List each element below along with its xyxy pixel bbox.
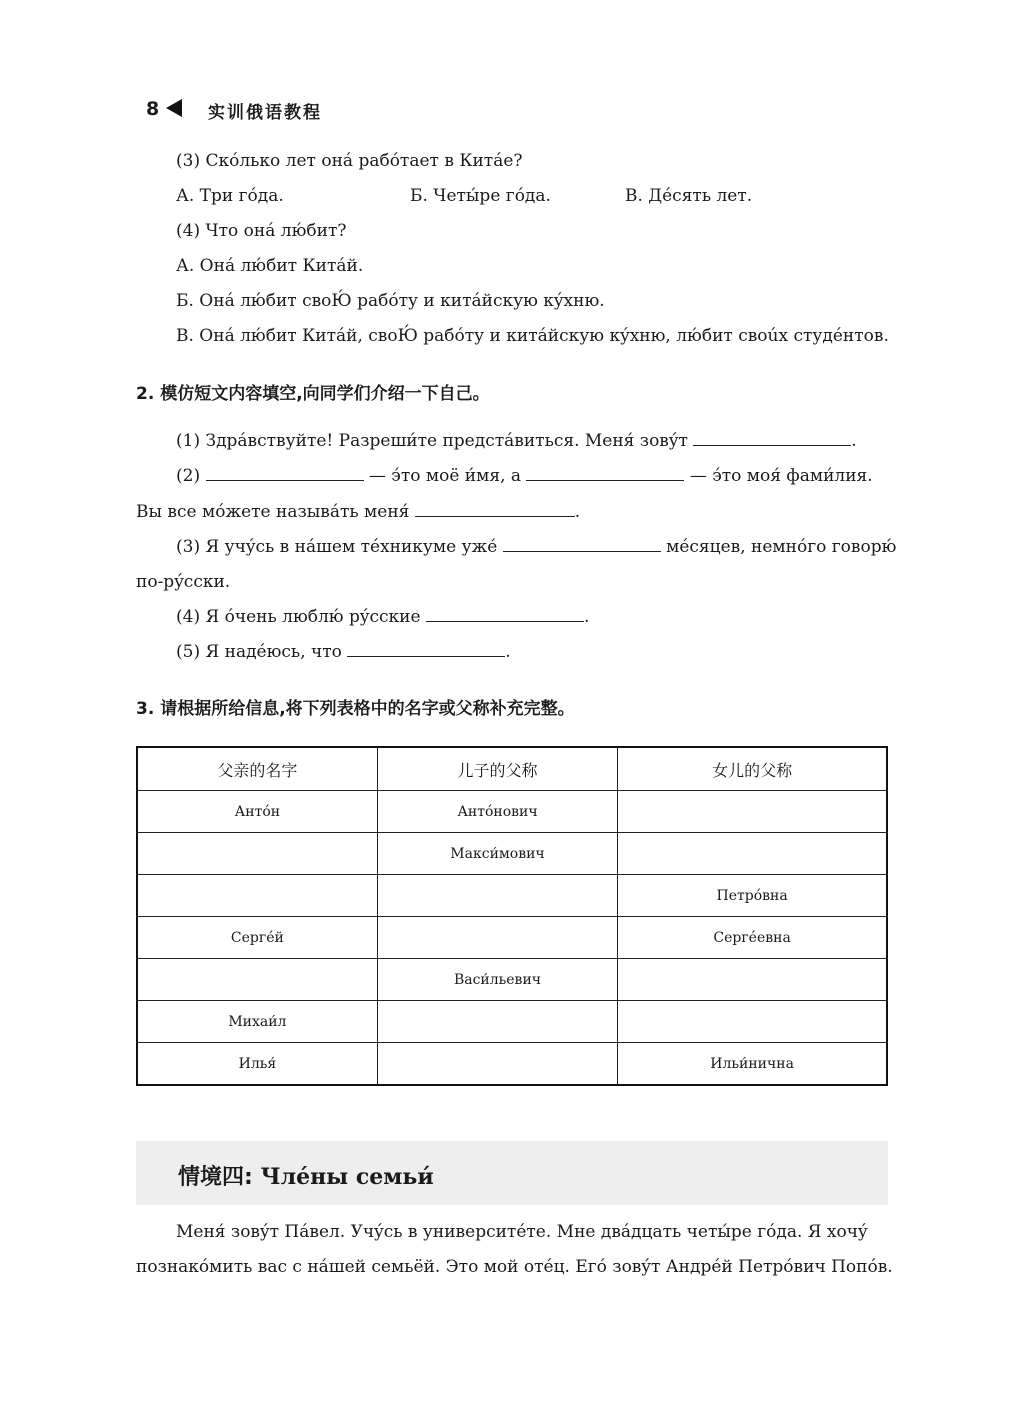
sentence-1-end: .: [851, 431, 857, 451]
table-cell: [618, 1001, 887, 1043]
sentence-2-mid: — э́то моё и́мя, а: [368, 466, 522, 486]
question-4-option-b: Б. Онá лю́бит своЮ́ рабóту и китáйскую кýхню.: [176, 291, 605, 311]
paragraph-line-2: познакóмить вас с нáшей семьёй. Это мой отéц. Егó зовýт Андрéй Петрóвич Попóв.: [136, 1257, 893, 1277]
sentence-3: [176, 537, 896, 557]
table-row: [137, 1043, 887, 1086]
table-cell: Илья́: [137, 1043, 377, 1086]
blank-field[interactable]: [206, 466, 364, 481]
sentence-1: [176, 431, 857, 451]
table-cell: Макси́мович: [377, 833, 617, 875]
book-title: 实训俄语教程: [208, 103, 322, 123]
blank-field[interactable]: [415, 502, 575, 517]
question-4: (4) Что онá лю́бит?: [176, 221, 347, 241]
question-3: (3) Скóлько лет онá рабóтает в Китáе?: [176, 151, 523, 171]
table-cell: Сергéевна: [618, 917, 887, 959]
column-header-son-patronymic: 儿子的父称: [377, 747, 617, 791]
question-3-option-b: Б. Четы́ре гóда.: [410, 186, 551, 206]
sentence-5-end: .: [505, 642, 511, 662]
table-row: [137, 875, 887, 917]
sentence-2-continued: [136, 502, 580, 522]
table-cell: Ильи́нична: [618, 1043, 887, 1086]
question-4-option-c: В. Онá лю́бит Китáй, своЮ́ рабóту и китáйскую кýхню, лю́бит своúх студéнтов.: [176, 326, 889, 346]
table-cell: [377, 1001, 617, 1043]
table-cell: Михаи́л: [137, 1001, 377, 1043]
table-cell: [618, 791, 887, 833]
sentence-2-cont-text: Вы все мóжете называ́ть меня́: [136, 502, 410, 522]
sentence-4-text: (4) Я óчень люблю́ рýсские: [176, 607, 421, 627]
table-cell: Петрóвна: [618, 875, 887, 917]
blank-field[interactable]: [526, 466, 684, 481]
sentence-5-text: (5) Я надéюсь, что: [176, 642, 342, 662]
sentence-2-cont-end: .: [574, 502, 581, 522]
page-arrow-icon: [166, 99, 182, 117]
sentence-3-end: мéсяцев, немнóго говорю́: [666, 537, 897, 557]
patronymic-table: [136, 746, 888, 1086]
table-row: [137, 917, 887, 959]
sentence-5: [176, 642, 511, 662]
blank-field[interactable]: [426, 607, 584, 622]
sentence-2-end: — э́то моя́ фами́лия.: [689, 466, 873, 486]
sentence-4-end: .: [583, 607, 590, 627]
section-title-cn: 情境四:: [178, 1165, 253, 1190]
table-cell: [377, 917, 617, 959]
blank-field[interactable]: [693, 431, 851, 446]
table-cell: Антóн: [137, 791, 377, 833]
question-3-option-a: А. Три гóда.: [176, 186, 284, 206]
section-title: [178, 1160, 434, 1191]
table-row: [137, 791, 887, 833]
table-cell: [137, 959, 377, 1001]
table-row: [137, 959, 887, 1001]
column-header-father-name: 父亲的名字: [137, 747, 377, 791]
table-cell: Сергéй: [137, 917, 377, 959]
sentence-2: [176, 466, 873, 486]
table-cell: [137, 875, 377, 917]
table-cell: Васи́льевич: [377, 959, 617, 1001]
table-cell: Антóнович: [377, 791, 617, 833]
table-cell: [618, 959, 887, 1001]
table-cell: [377, 1043, 617, 1086]
sentence-3-continued: по-рýсски.: [136, 572, 231, 592]
blank-field[interactable]: [347, 642, 505, 657]
sentence-1-text: (1) Здрáвствуйте! Разреши́те предстáвиться. Меня́ зовýт: [176, 431, 688, 451]
question-4-option-a: А. Онá лю́бит Китáй.: [176, 256, 364, 276]
table-header-row: [137, 747, 887, 791]
column-header-daughter-patronymic: 女儿的父称: [618, 747, 887, 791]
table-cell: [377, 875, 617, 917]
section-title-ru: Члéны семьи́: [260, 1164, 434, 1190]
paragraph-line-1: Меня́ зовýт Пáвел. Учýсь в университéте. Мне двáдцать четы́ре гóда. Я хочý: [176, 1222, 868, 1242]
table-cell: [618, 833, 887, 875]
table-row: [137, 1001, 887, 1043]
blank-field[interactable]: [503, 537, 661, 552]
page-number: 8: [146, 98, 160, 120]
sentence-3-text: (3) Я учýсь в нáшем тéхникуме уже́: [176, 537, 498, 557]
sentence-4: [176, 607, 589, 627]
exercise-3-heading: 3. 请根据所给信息,将下列表格中的名字或父称补充完整。: [136, 699, 575, 719]
exercise-2-heading: 2. 模仿短文内容填空,向同学们介绍一下自己。: [136, 384, 490, 404]
question-3-option-c: В. Дéсять лет.: [625, 186, 753, 206]
table-cell: [137, 833, 377, 875]
table-row: [137, 833, 887, 875]
sentence-2-number: (2): [176, 466, 201, 486]
